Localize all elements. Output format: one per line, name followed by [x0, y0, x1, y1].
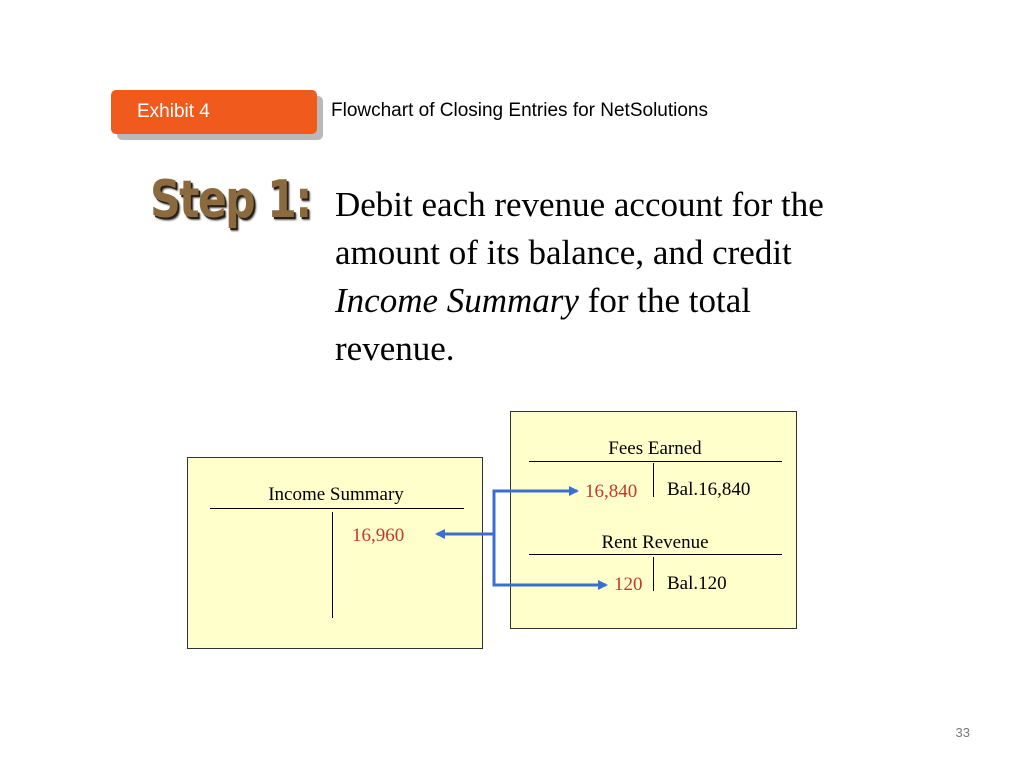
- rent-revenue-arrow: [494, 532, 606, 585]
- rent-revenue-title: Rent Revenue: [601, 532, 709, 553]
- rent-revenue-balance: Bal.120: [667, 573, 727, 594]
- income-summary-title: Income Summary: [268, 484, 404, 505]
- exhibit-title: Flowchart of Closing Entries for NetSolutions: [331, 100, 708, 121]
- exhibit-badge: Exhibit 4: [111, 90, 317, 134]
- instruction-text-italic: Income Summary: [335, 281, 579, 320]
- fees-earned-balance: Bal.16,840: [667, 479, 751, 500]
- income-summary-credit: 16,960: [352, 525, 405, 546]
- step-heading: Step 1:: [150, 170, 311, 230]
- rent-revenue-debit: 120: [614, 574, 643, 595]
- fees-earned-arrow: [494, 491, 577, 532]
- page-number: 33: [955, 725, 970, 740]
- instruction-text-2: for the total revenue.: [335, 281, 751, 368]
- instruction-text-1: Debit each revenue account for the amount of its balance, and credit: [335, 185, 824, 272]
- fees-earned-debit: 16,840: [585, 481, 638, 502]
- fees-earned-title: Fees Earned: [608, 438, 702, 459]
